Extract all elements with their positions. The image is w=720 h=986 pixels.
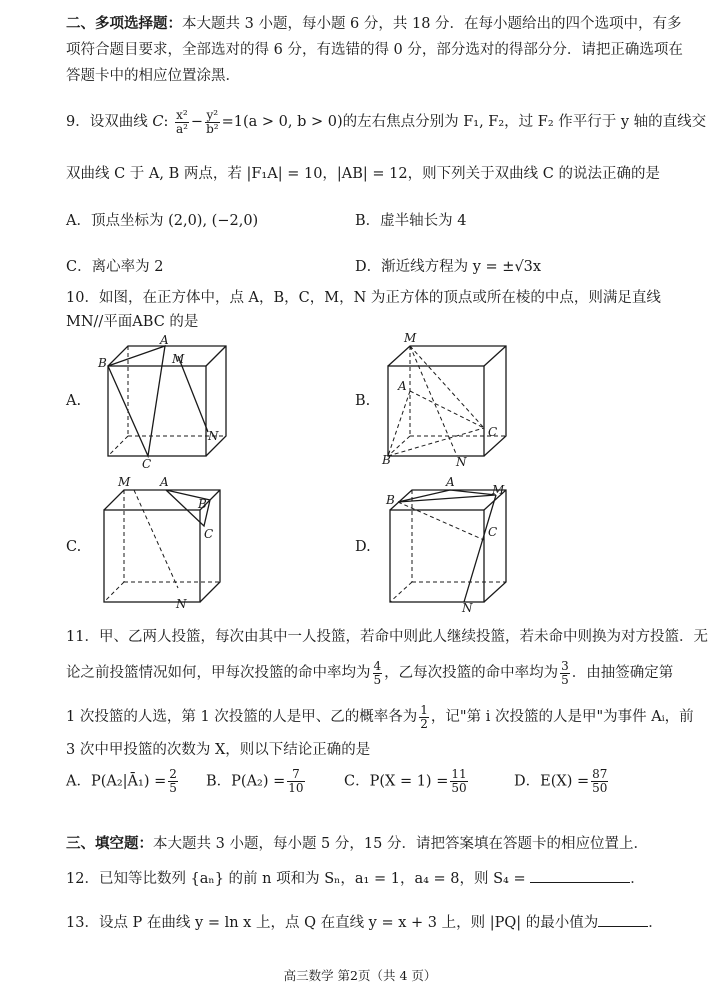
q13-answer-blank[interactable] (598, 912, 648, 927)
frac-x2-a2: $\frac{\text{x²}}{\text{a²}}$ (175, 107, 188, 136)
section2-line2: 项符合题目要求，全部选对的得 6 分，有选错的得 0 分，部分选对的得部分分．请把正确选项在 (66, 42, 683, 58)
page-footer: 高三数学 第2页（共 4 页） (283, 968, 437, 983)
pt-c: C (488, 525, 498, 539)
pt-a: A (446, 475, 455, 489)
q9-option-c: C．离心率为 2 (66, 259, 164, 275)
pt-m: M (118, 475, 131, 489)
q12-answer-blank[interactable] (530, 868, 630, 883)
pt-m: M (492, 483, 505, 497)
pt-b: B (386, 493, 395, 507)
cube-figure-c (96, 475, 226, 611)
q10-option-b-label: B. (355, 393, 371, 409)
pt-c: C (204, 527, 214, 541)
q12-line: 12．已知等比数列 {aₙ} 的前 n 项和为 Sₙ，a₁ = 1，a₄ = 8，则 S₄ = ． (66, 868, 645, 889)
pt-b: B (98, 356, 107, 370)
q10-line1: 10．如图，在正方体中，点 A，B，C，M，N 为正方体的顶点或所在棱的中点，则满足直线 (66, 290, 661, 306)
pt-a: A (398, 379, 407, 393)
pt-n: N (176, 597, 187, 611)
q11-line2: 论之前投篮情况如何，甲每次投篮的命中率均为 $\frac{4}{5}$ ，乙每次投篮的命中率均为 $\frac{3}{5}$ ．由抽签确定第 (66, 658, 674, 687)
q9-option-d: D．渐近线方程为 y = ±√3x (355, 259, 542, 275)
pt-n: N (456, 455, 467, 469)
q10-option-a-label: A. (66, 393, 82, 409)
q10-option-d-label: D. (355, 539, 371, 555)
section2-line3: 答题卡中的相应位置涂黑． (66, 68, 240, 84)
q10-option-c-label: C. (66, 539, 82, 555)
cube-figure-a (96, 333, 226, 471)
section3-line: 三、填空题：本大题共 3 小题，每小题 5 分，15 分．请把答案填在答题卡的相应位置上． (66, 836, 648, 852)
pt-a: A (160, 475, 169, 489)
section3-title: 三、填空题： (66, 836, 153, 852)
q10-line2: MN//平面ABC 的是 (66, 314, 199, 330)
q9-option-a: A．顶点坐标为 (2,0), (−2,0) (66, 213, 259, 229)
cube-figure-d (384, 475, 514, 615)
pt-m: M (404, 331, 417, 345)
q11-line3: 1 次投篮的人选，第 1 次投篮的人是甲、乙的概率各为 $\frac{1}{2}$ ，记"第 i 次投篮的人是甲"为事件 Aᵢ，前 (66, 702, 694, 731)
frac-y2-b2: $\frac{\text{y²}}{\text{b²}}$ (206, 107, 219, 136)
q13-line: 13．设点 P 在曲线 y = ln x 上，点 Q 在直线 y = x + 3 上，则 |PQ| 的最小值为 ． (66, 912, 663, 933)
q9-option-b: B．虚半轴长为 4 (355, 213, 467, 229)
pt-m: M (172, 352, 185, 366)
pt-n: N (208, 429, 219, 443)
q11-line1: 11．甲、乙两人投篮，每次由其中一人投篮，若命中则此人继续投篮，若未命中则换为对方投篮．无 (66, 629, 708, 645)
pt-b: B (198, 497, 207, 511)
q9-line2: 双曲线 C 于 A, B 两点，若 |F₁A| = 10，|AB| = 12，则下列关于双曲线 C 的说法正确的是 (66, 166, 660, 182)
pt-n: N (462, 601, 473, 615)
q11-option-b: B．P(A₂) = $\frac{7}{10}$ (206, 767, 304, 795)
section2-title: 二、多项选择题： (66, 16, 182, 32)
q11-line4: 3 次中甲投篮的次数为 X，则以下结论正确的是 (66, 742, 371, 758)
pt-c: C (488, 425, 498, 439)
q11-option-d: D．E(X) = $\frac{87}{50}$ (514, 767, 608, 795)
pt-c: C (142, 457, 152, 471)
q9-line1: 9．设双曲线 C: $\frac{\text{x²}}{\text{a²}}$ − $\frac{\text{y²}}{\text{b²}}$ =1(a > 0, b > 0)的左右焦点分别为 F₁, F₂，过 F₂ 作平行于 y 轴的直线交 (66, 107, 707, 136)
q11-option-a: A．P(A₂|Ā₁) = $\frac{2}{5}$ (66, 767, 177, 795)
pt-a: A (160, 333, 169, 347)
cube-figure-b (382, 331, 512, 469)
q11-option-c: C．P(X = 1) = $\frac{11}{50}$ (344, 767, 467, 795)
section2-line1: 二、多项选择题：本大题共 3 小题，每小题 6 分，共 18 分．在每小题给出的四个选项中，有多 (66, 16, 682, 32)
pt-b: B (382, 453, 391, 467)
